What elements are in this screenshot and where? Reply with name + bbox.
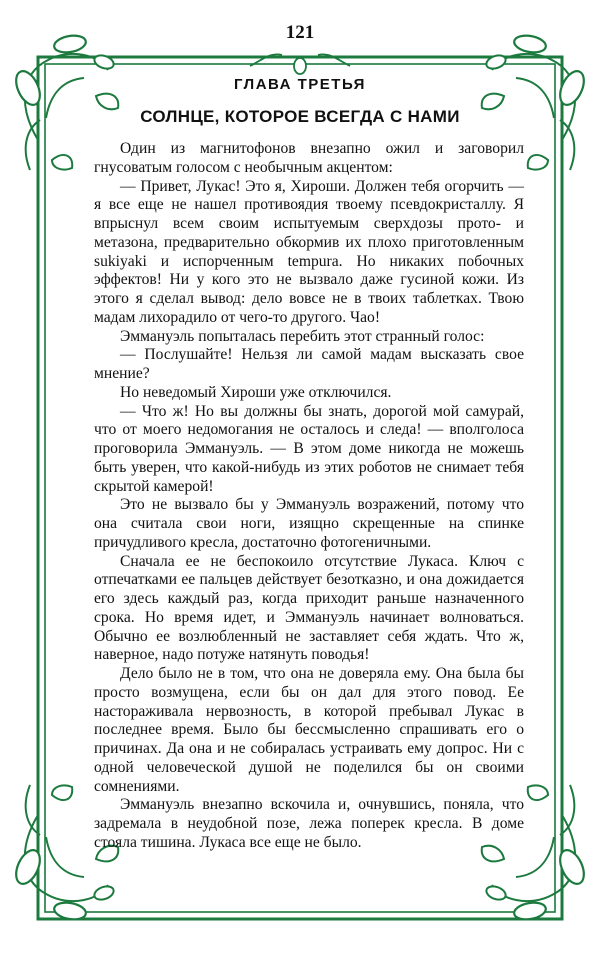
paragraph: Эммануэль попыталась перебить этот странный голос: [120,327,485,345]
paragraph: Дело было не в том, что она не доверяла ему. Она была бы просто возмущена, если бы он дал для этого повод. Ее настораживала нервозность, в которой пребывал Лукас в последнее время. Было бы бессмысленно спрашивать его о причинах. Да она и не собиралась устраивать ему допрос. Ни с одной человеческой душой не поделился бы он своими сомнениями. [94,665,524,795]
paragraph: Эммануэль внезапно вскочила и, очнувшись, поняла, что задремала в неудобной позе, лежа поперек кресла. В доме стояла тишина. Лукаса все еще не было. [94,796,524,851]
paragraph: — Послушайте! Нельзя ли самой мадам высказать свое мнение? [94,346,524,382]
chapter-title: СОЛНЦЕ, КОТОРОЕ ВСЕГДА С НАМИ [140,107,460,126]
paragraph: — Привет, Лукас! Это я, Хироши. Должен тебя огорчить — я все еще не нашел противоядия твоему псевдокристаллу. Я впрыснул всем своим испытуемым сверхдозы прото- и метазона, предварительно обкормив их плохо приготовленным sukiyaki и испорченным tempura. Но никаких побочных эффектов! Ни у кого это не вызвало даже гусиной кожи. Из этого я сделал вывод: дело вовсе не в твоих таблетках. Твою мадам лихорадило от чего-то другого. Чао! [94,177,524,326]
body-text [94,140,524,853]
paragraph: — Что ж! Но вы должны бы знать, дорогой мой самурай, что от моего недомогания не осталось и следа! — вполголоса проговорила Эммануэль. — В этом доме никогда не можешь быть уверен, что какой-нибудь из этих роботов не снимает тебя скрытой камерой! [94,402,524,495]
paragraph: Это не вызвало бы у Эммануэль возражений, потому что она считала свои ноги, изящно скрещенные на спинке причудливого кресла, достаточно фотогеничными. [94,496,524,551]
paragraph: Сначала ее не беспокоило отсутствие Лукаса. Ключ с отпечатками ее пальцев действует безотказно, и она дожидается его здесь каждый раз, когда приходит раньше назначенного срока. Но время идет, и Эммануэль начинает волноваться. Обычно ее возлюбленный не заставляет себя ждать. Что ж, наверное, надо потуже натянуть поводья! [94,552,524,664]
page-number: 121 [285,22,315,43]
chapter-heading: ГЛАВА ТРЕТЬЯ [234,76,366,93]
paragraph: Но неведомый Хироши уже отключился. [120,383,392,401]
paragraph: Один из магнитофонов внезапно ожил и заговорил гнусоватым голосом с необычным акцентом: [94,140,524,176]
